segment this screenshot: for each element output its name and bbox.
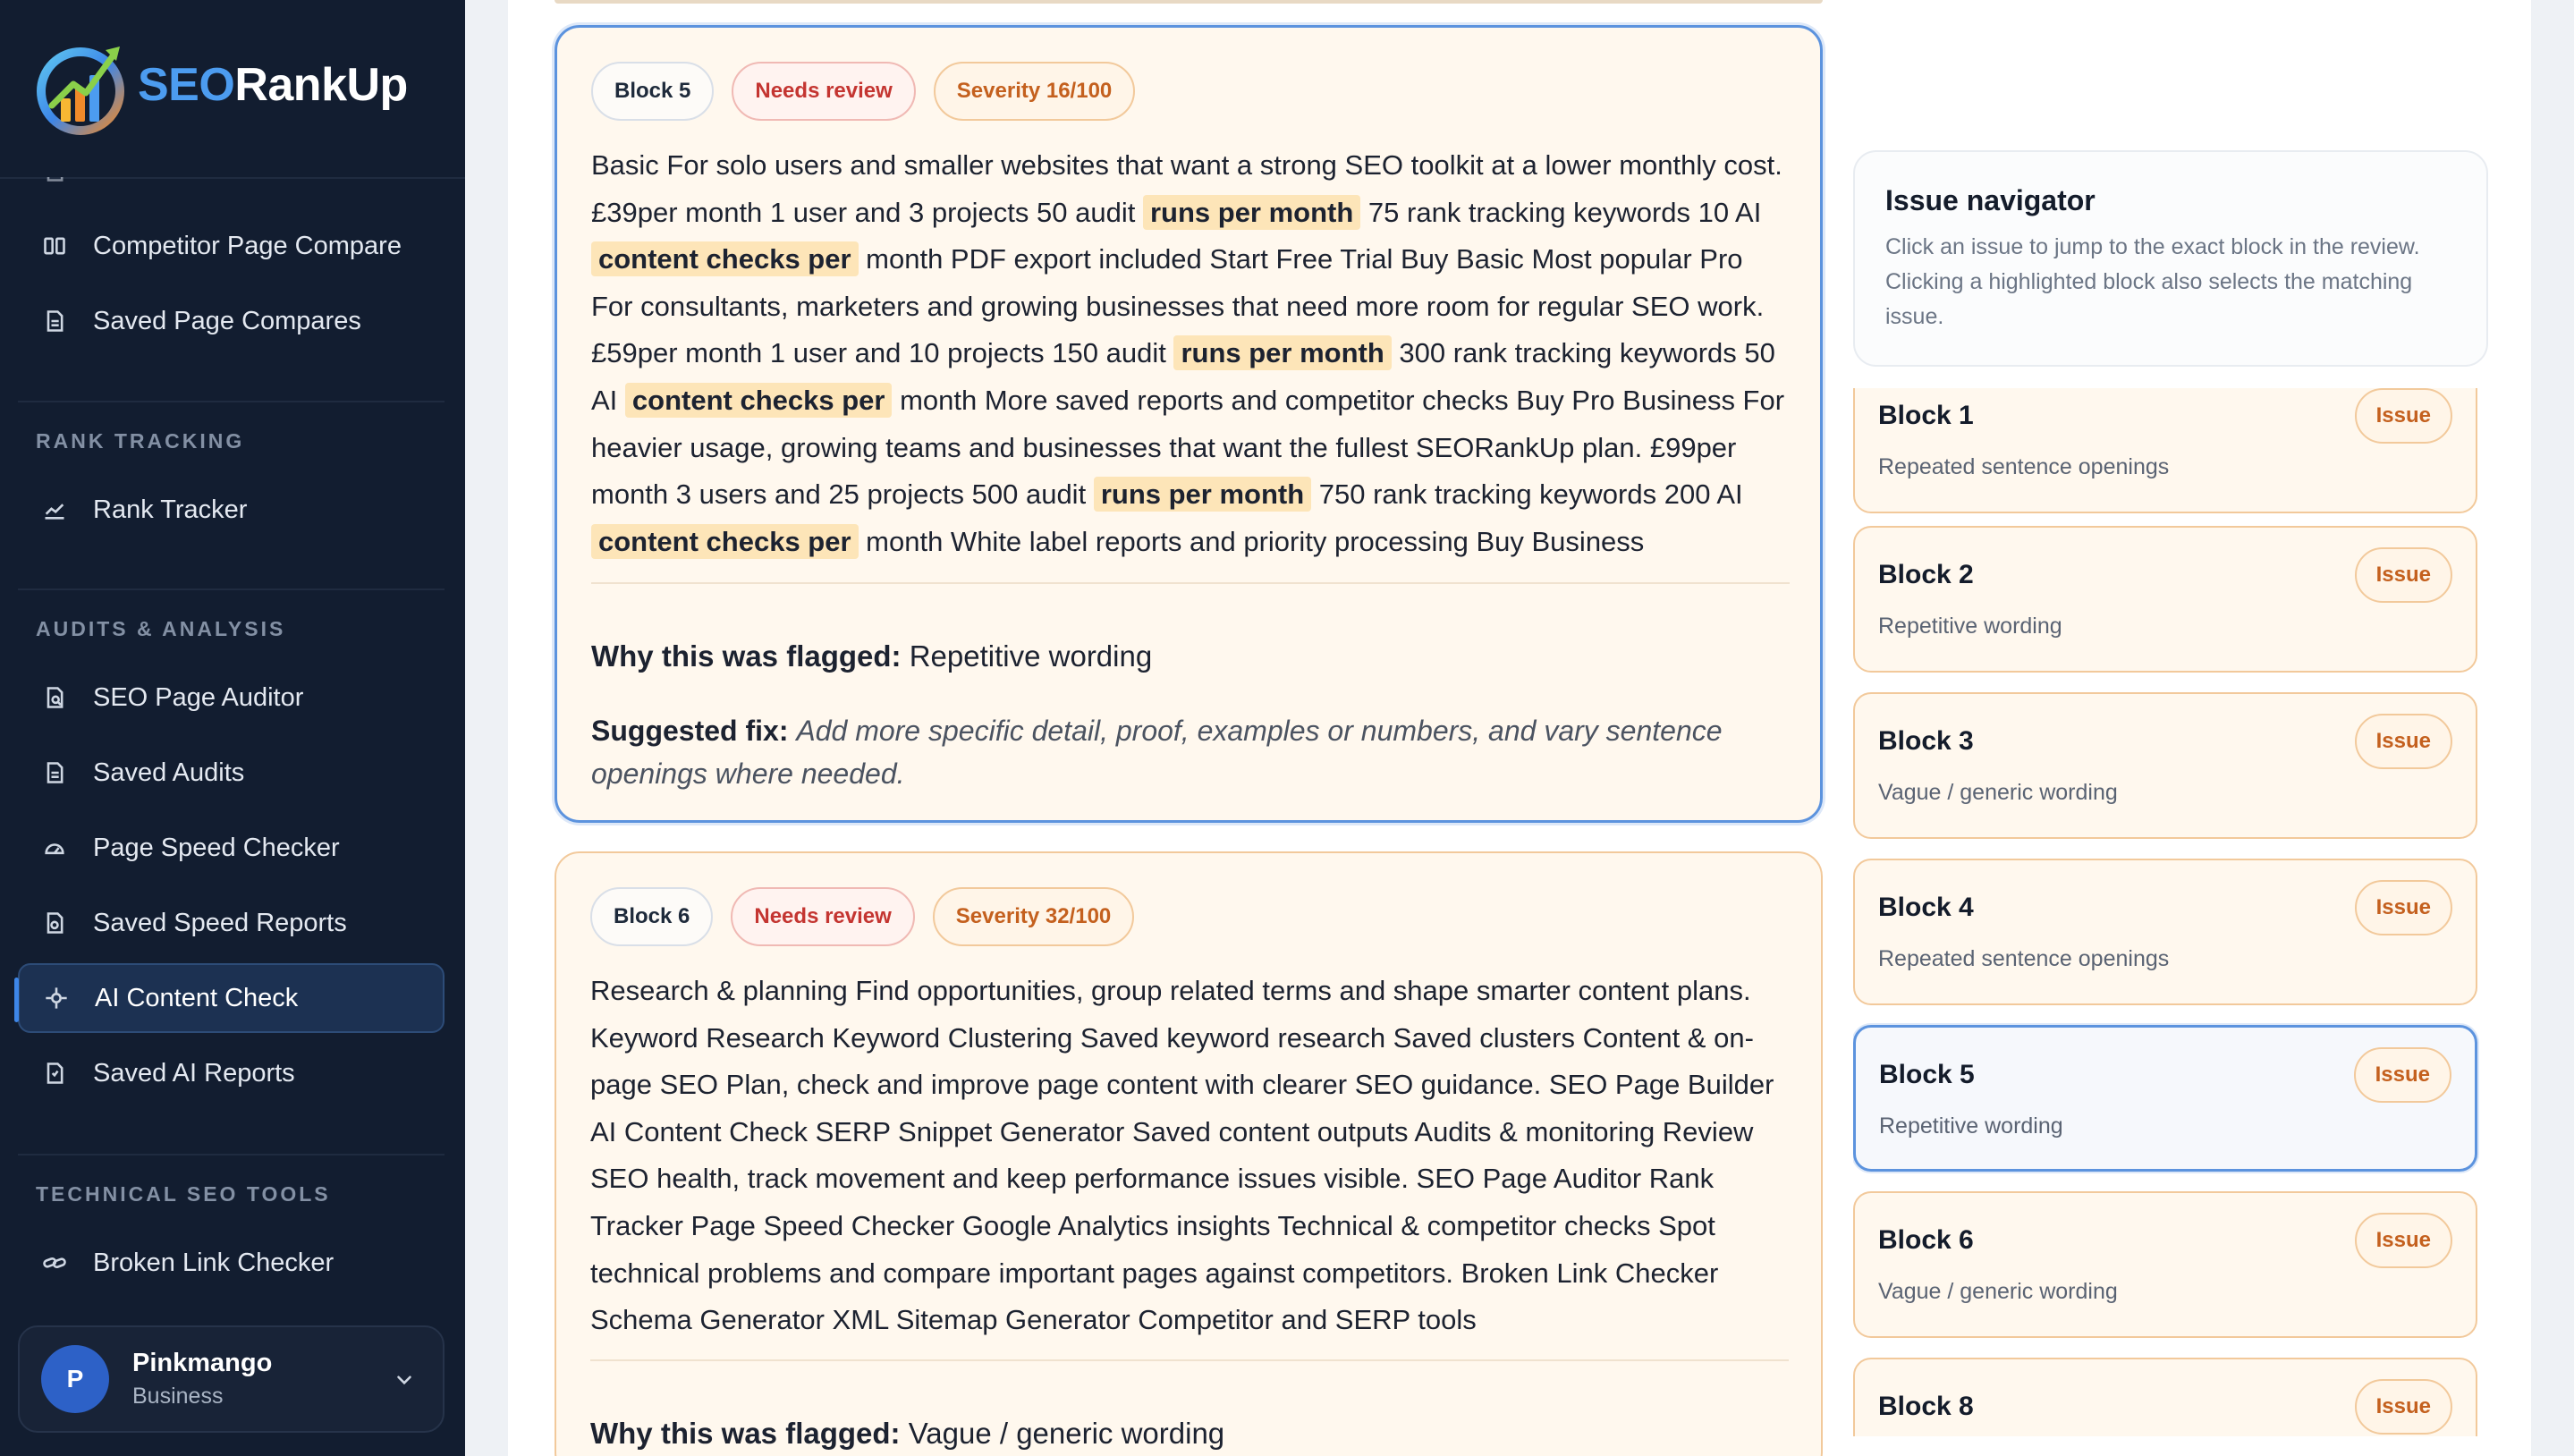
document-icon [41,308,68,334]
compare-icon [41,233,68,259]
text-segment: Basic For solo users and smaller websites that want a strong SEO toolkit at a lower monthly cost. £39per month 1 user and 3 projects 50 audit [591,149,1782,228]
sidebar-item-partial[interactable] [18,177,445,206]
card-badges [591,62,1135,121]
audit-icon [41,684,68,711]
section-divider [18,401,445,402]
previous-card-edge [555,0,1823,4]
link-icon [41,1249,68,1276]
sidebar-item-competitor-page-compare[interactable] [18,211,445,281]
issue-title: Block 3 [1878,726,1974,756]
block-text [591,142,1790,565]
issue-title: Block 4 [1878,893,1974,922]
sidebar-item-seo-page-auditor[interactable] [18,663,445,732]
user-plan: Business [132,1384,224,1409]
suggested-fix [591,709,1790,795]
sidebar-item-label: Saved Page Compares [93,306,361,335]
review-block-card[interactable] [555,851,1823,1456]
user-menu[interactable] [18,1325,445,1433]
highlighted-phrase[interactable]: runs per month [1094,477,1311,512]
highlighted-phrase[interactable]: runs per month [1173,335,1391,370]
issue-title: Block 6 [1878,1225,1974,1255]
issue-badge: Issue [2355,1379,2452,1435]
document-icon [41,177,68,184]
text-segment: 300 rank tracking keywords 50 AI [591,337,1775,416]
block-badge: Block 6 [590,887,713,946]
issue-reason: Repetitive wording [1878,614,2062,639]
logo-chart-icon [34,32,132,138]
sidebar-item-saved-audits[interactable] [18,738,445,808]
issue-reason: Repeated sentence openings [1878,946,2170,971]
status-badge: Needs review [731,887,914,946]
logo-text-seo: SEO [138,59,235,111]
issue-reason: Repeated sentence openings [1878,454,2170,479]
user-info [132,1349,272,1409]
sidebar-item-saved-ai-reports[interactable] [18,1038,445,1108]
flag-value: Repetitive wording [909,639,1153,673]
issue-item-block-1[interactable] [1853,388,2477,513]
app-logo[interactable] [34,32,408,138]
navigator-description: Click an issue to jump to the exact block in the review. Clicking a highlighted block also selects the matching issue. [1885,234,2420,329]
sidebar-item-label: Saved Speed Reports [93,908,347,937]
block-text: Research & planning Find opportunities, group related terms and shape smarter content plans. Keyword Research Keyword Clustering Saved keyword research Saved clusters Content & on-page SEO Plan, check and improve page content with clearer SEO guidance. SEO Page Builder AI Content Check SERP Snippet Generator Saved content outputs Audits & monitoring Review SEO health, track movement and keep performance issues visible. SEO Page Auditor Rank Tracker Page Speed Checker Google Analytics insights Technical & competitor checks Spot technical problems and compare important pages against competitors. Broken Link Checker Schema Generator XML Sitemap Generator Competitor and SERP tools [590,975,1774,1336]
severity-badge: Severity 16/100 [934,62,1135,121]
section-title-audits-analysis: AUDITS & ANALYSIS [36,617,286,640]
review-block-card[interactable] [555,25,1823,823]
issue-item-block-4[interactable] [1853,859,2477,1005]
issue-badge: Issue [2355,388,2452,444]
flag-reason [591,639,1152,673]
issue-item-block-6[interactable] [1853,1191,2477,1338]
document-icon [41,759,68,786]
section-title-technical-seo-tools: TECHNICAL SEO TOOLS [36,1182,331,1206]
issue-list [1853,388,2488,1436]
chevron-down-icon [393,1368,416,1396]
avatar: P [41,1345,109,1413]
flag-reason [590,1417,1224,1451]
section-divider [18,1154,445,1155]
card-divider [590,1359,1789,1361]
sidebar-item-label: Rank Tracker [93,495,248,524]
flag-label: Why this was flagged: [590,1417,901,1450]
highlighted-phrase[interactable]: content checks per [591,241,859,276]
fix-label: Suggested fix: [591,715,789,747]
report-icon [41,910,68,936]
text-segment: 750 rank tracking keywords 200 AI [1311,478,1743,511]
issue-reason: Vague / generic wording [1878,780,2118,805]
sidebar-item-page-speed-checker[interactable] [18,813,445,883]
issue-item-block-2[interactable] [1853,526,2477,673]
logo-text [138,58,408,112]
issue-title: Block 1 [1878,401,1974,430]
sidebar-item-ai-content-check[interactable] [18,963,445,1033]
chart-line-icon [41,496,68,523]
sidebar-item-saved-speed-reports[interactable] [18,888,445,958]
issue-reason: Repetitive wording [1879,1113,2063,1139]
sidebar-item-label: Broken Link Checker [93,1248,334,1277]
issue-badge: Issue [2355,714,2452,769]
issue-title: Block 2 [1878,560,1974,589]
issue-item-block-3[interactable] [1853,692,2477,839]
flag-value: Vague / generic wording [908,1417,1225,1450]
fix-value: Add more specific detail, proof, examples or numbers, and vary sentence openings where needed. [591,715,1723,790]
sidebar [0,0,465,1456]
report-icon [41,1060,68,1087]
highlighted-phrase[interactable]: content checks per [591,524,859,559]
highlighted-phrase[interactable]: content checks per [625,383,893,418]
status-badge: Needs review [732,62,915,121]
section-divider [18,588,445,590]
issue-badge: Issue [2355,547,2452,603]
card-divider [591,582,1790,584]
sidebar-item-label: Saved Audits [93,758,245,787]
issue-badge: Issue [2355,880,2452,935]
issue-badge: Issue [2355,1213,2452,1268]
speedometer-icon [41,834,68,861]
text-segment: month White label reports and priority processing Buy Business [858,525,1645,557]
issue-item-block-5[interactable] [1853,1025,2477,1172]
sidebar-item-broken-link-checker[interactable] [18,1228,445,1298]
issue-navigator [1853,150,2488,367]
issue-title: Block 8 [1878,1392,1974,1421]
section-title-rank-tracking: RANK TRACKING [36,429,245,453]
sidebar-item-saved-page-compares[interactable] [18,286,445,356]
sidebar-item-label: Page Speed Checker [93,833,340,862]
text-segment: month More saved reports and competitor checks Buy Pro Business For heavier usage, growing teams and businesses that want the fullest SEORankUp plan. £99per month 3 users and 25 projects 500 audit [591,384,1785,511]
highlighted-phrase[interactable]: runs per month [1143,195,1360,230]
text-segment: 75 rank tracking keywords 10 AI [1360,196,1762,228]
text-segment: month PDF export included Start Free Trial Buy Basic Most popular Pro For consultants, marketers and growing businesses that need more room for regular SEO work. £59per month 1 user and 10 projects 150 audit [591,243,1765,369]
sidebar-item-label: SEO Page Auditor [93,682,304,712]
issue-item-block-8[interactable] [1853,1358,2477,1436]
ai-sparkle-icon [43,985,70,1012]
issue-title: Block 5 [1879,1060,1975,1089]
flag-label: Why this was flagged: [591,639,902,673]
logo-text-rank: RankUp [234,59,408,111]
user-name: Pinkmango [132,1349,273,1377]
sidebar-nav [0,177,465,1299]
block-badge: Block 5 [591,62,714,121]
issue-badge: Issue [2354,1047,2451,1103]
card-badges [590,887,1134,946]
sidebar-item-rank-tracker[interactable] [18,475,445,545]
navigator-title: Issue navigator [1885,184,2096,216]
issue-reason: Vague / generic wording [1878,1279,2118,1304]
severity-badge: Severity 32/100 [933,887,1134,946]
sidebar-item-label: Saved AI Reports [93,1058,295,1088]
sidebar-item-label: Competitor Page Compare [93,231,402,260]
sidebar-item-label: AI Content Check [95,983,299,1012]
